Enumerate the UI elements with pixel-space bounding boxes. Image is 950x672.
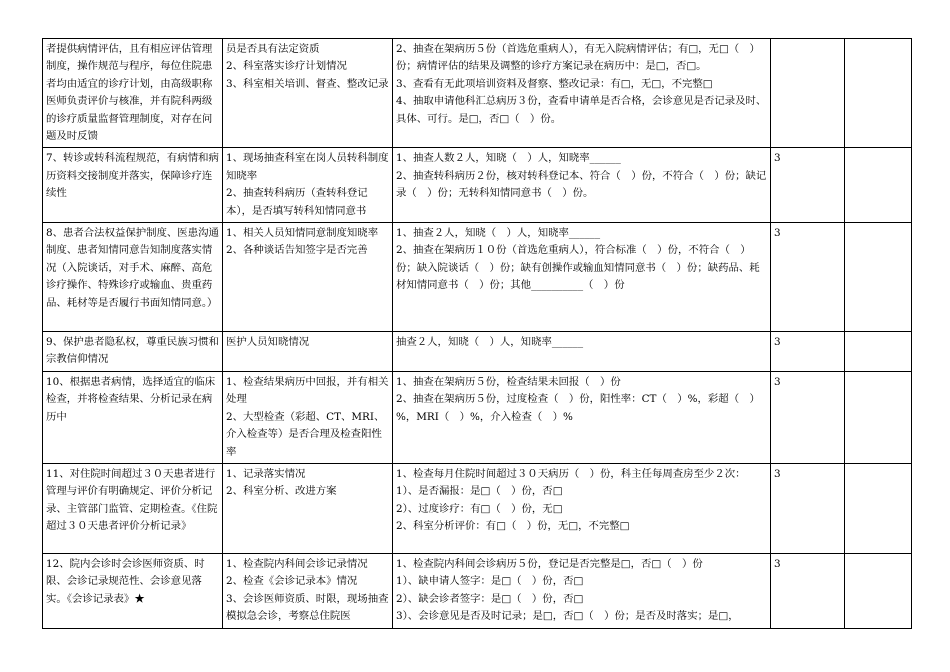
remark-cell — [845, 332, 912, 372]
score-cell: 3 — [771, 223, 845, 332]
table-row — [43, 371, 912, 463]
standard-cell: 10、根据患者病情，选择适宜的临床检查，并将检查结果、分析记录在病历中 — [43, 371, 223, 463]
check-cell: 1、抽查在架病历５份，检查结果未回报（ ）份 2、抽查在架病历５份，过度检查（ ）份，阳性率：CT（ ）%，彩超（ ）%，MRI（ ）%，介入检查（ ）% — [393, 371, 771, 463]
table-row — [43, 463, 912, 553]
remark-cell — [845, 371, 912, 463]
remark-cell — [845, 223, 912, 332]
standard-cell: 8、患者合法权益保护制度、医患沟通制度、患者知情同意告知制度落实情况（入院谈话，对手术、麻醉、高危诊疗操作、特殊诊疗或输血、贵重药品、耗材等是否履行书面知情同意。） — [43, 223, 223, 332]
remark-cell — [845, 39, 912, 148]
remark-cell — [845, 148, 912, 223]
score-cell: 3 — [771, 371, 845, 463]
score-cell: 3 — [771, 553, 845, 628]
check-cell: 1、抽查２人，知晓（ ）人，知晓率______ 2、抽查在架病历１０份（首选危重病人），符合标准（ ）份，不符合（ ）份；缺入院谈话（ ）份；缺有创操作或输血知情同意书（ ）份；缺药品、耗材知情同意书（ ）份；其他__________（ ）份 — [393, 223, 771, 332]
method-cell: 员是否具有法定资质 2、科室落实诊疗计划情况 3、科室相关培训、督查、整改记录 — [223, 39, 393, 148]
table-row — [43, 148, 912, 223]
score-cell — [771, 39, 845, 148]
check-cell: 2、抽查在架病历５份（首选危重病人），有无入院病情评估；有□，无□（ ）份；病情评估的结果及调整的诊疗方案记录在病历中：是□，否□。 3、查看有无此项培训资料及督察、整改记录：有□，无□，不完整□ 4、抽取申请他科汇总病历３份，查看申请单是否合格，会诊意见是否记录及时、具体、可行。是□，否□（ ）份。 — [393, 39, 771, 148]
score-cell: 3 — [771, 332, 845, 372]
table-row — [43, 223, 912, 332]
method-cell: 1、检查院内科间会诊记录情况 2、检查《会诊记录本》情况 3、会诊医师资质、时限，现场抽查模拟急会诊，考察总住院医 — [223, 553, 393, 628]
score-cell: 3 — [771, 148, 845, 223]
standard-cell: 9、保护患者隐私权，尊重民族习惯和宗教信仰情况 — [43, 332, 223, 372]
standard-cell: 7、转诊或转科流程规范，有病情和病历资料交接制度并落实，保障诊疗连续性 — [43, 148, 223, 223]
check-cell: 抽查２人，知晓（ ）人，知晓率______ — [393, 332, 771, 372]
evaluation-table — [42, 38, 912, 629]
table-row — [43, 39, 912, 148]
score-cell: 3 — [771, 463, 845, 553]
standard-cell: 者提供病情评估，且有相应评估管理制度，操作规范与程序，每位住院患者均由适宜的诊疗计划，由高级职称医师负责评价与核准，并有院科两级的诊疗质量监督管理制度，对存在问题及时反馈 — [43, 39, 223, 148]
standard-cell: 11、对住院时间超过３０天患者进行管理与评价有明确规定、评价分析记录、主管部门监管、定期检查。《住院超过３０天患者评价分析记录》 — [43, 463, 223, 553]
table-row — [43, 332, 912, 372]
table-row — [43, 553, 912, 628]
method-cell: 1、检查结果病历中回报，并有相关处理 2、大型检查（彩超、CT、MRI、介入检查等）是否合理及检查阳性率 — [223, 371, 393, 463]
method-cell: 1、现场抽查科室在岗人员转科制度知晓率 2、抽查转科病历（查转科登记本），是否填写转科知情同意书 — [223, 148, 393, 223]
remark-cell — [845, 463, 912, 553]
check-cell: 1、抽查人数２人，知晓（ ）人，知晓率______ 2、抽查转科病历２份，核对转科登记本、符合（ ）份，不符合（ ）份；缺记录（ ）份；无转科知情同意书（ ）份。 — [393, 148, 771, 223]
check-cell: 1、检查院内科间会诊病历５份，登记是否完整是□，否□（ ）份 1）、缺申请人签字：是□（ ）份，否□ 2）、缺会诊者签字：是□（ ）份，否□ 3）、会诊意见是否及时记录；是□，否□（ ）份；是否及时落实；是□， — [393, 553, 771, 628]
method-cell: 1、相关人员知情同意制度知晓率 2、各种谈话告知签字是否完善 — [223, 223, 393, 332]
check-cell: 1、检查每月住院时间超过３０天病历（ ）份，科主任每周查房至少２次： 1）、是否漏报：是□（ ）份，否□ 2）、过度诊疗：有□（ ）份，无□ 2、科室分析评价：有□（ ）份，无□，不完整□ — [393, 463, 771, 553]
standard-cell: 12、院内会诊时会诊医师资质、时限、会诊记录规范性、会诊意见落实。《会诊记录表》★ — [43, 553, 223, 628]
method-cell: 医护人员知晓情况 — [223, 332, 393, 372]
method-cell: 1、记录落实情况 2、科室分析、改进方案 — [223, 463, 393, 553]
remark-cell — [845, 553, 912, 628]
